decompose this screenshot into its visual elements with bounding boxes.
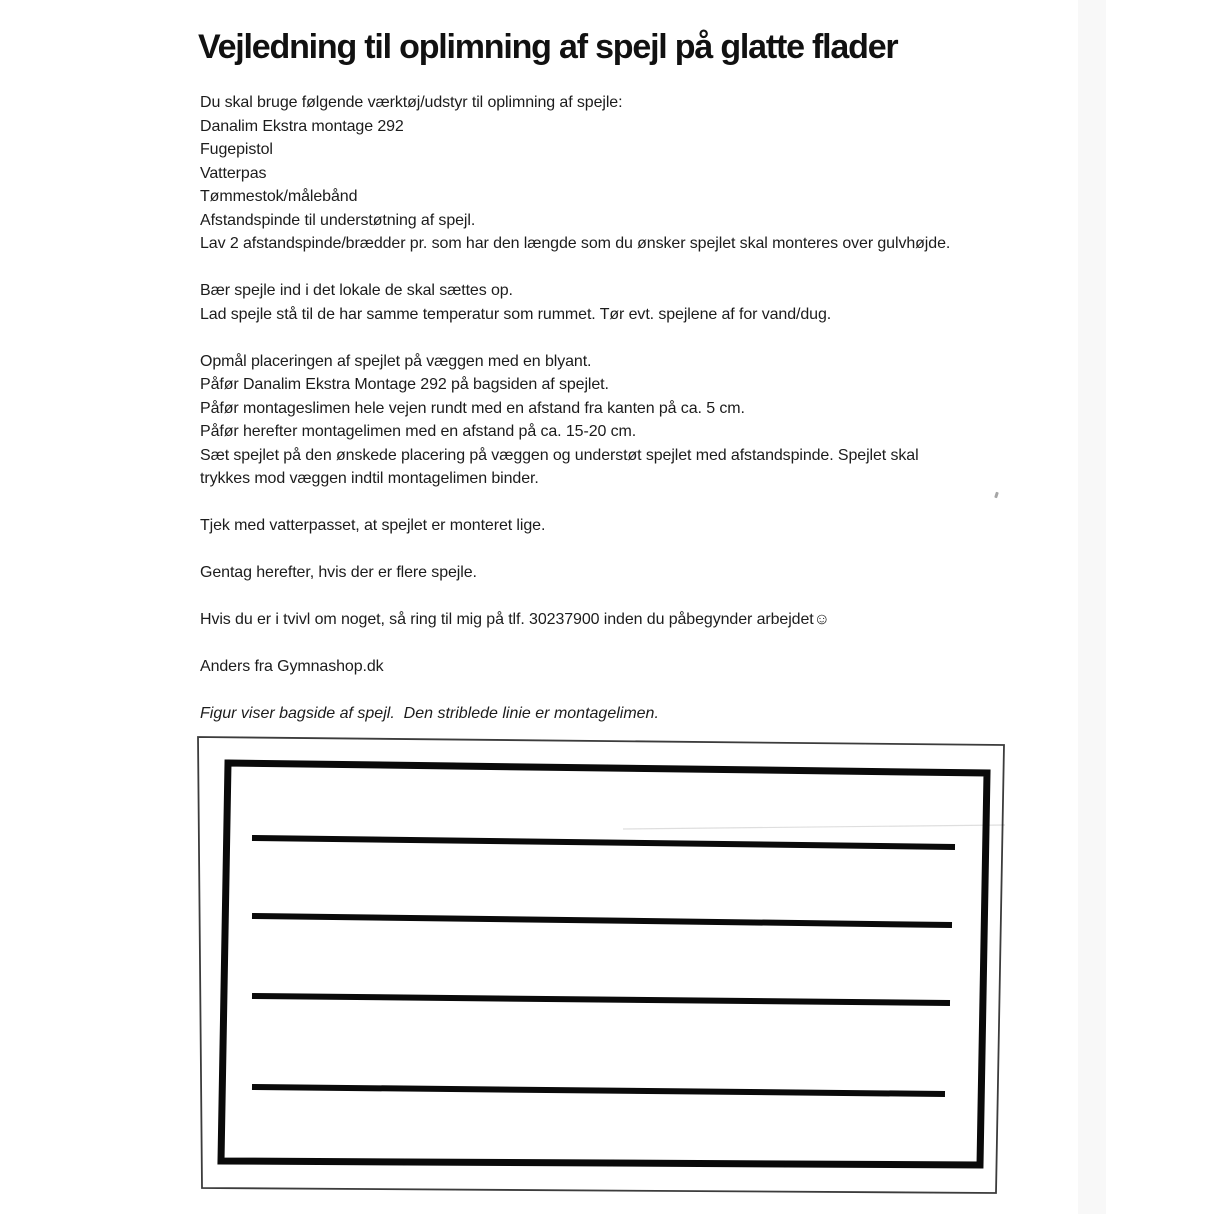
paragraph-repeat	[200, 561, 1214, 585]
paragraph-mounting-steps	[200, 350, 1214, 491]
text-line: Tjek med vatterpasset, at spejlet er monteret lige.	[200, 517, 546, 534]
text-line: Danalim Ekstra montage 292	[200, 117, 404, 135]
text-line: Gentag herefter, hvis der er flere spejle.	[200, 564, 477, 581]
mirror-figure-svg	[193, 735, 1008, 1200]
text-line: Fugepistol	[200, 141, 273, 158]
glue-stripe-3	[252, 996, 950, 1003]
text-line: Afstandspinde til understøtning af spejl.	[200, 211, 476, 229]
glue-stripe-4	[252, 1087, 945, 1094]
text-line: Bær spejle ind i det lokale de skal sættes op.	[200, 282, 513, 299]
text-line: Vatterpas	[200, 164, 267, 182]
paragraph-tools	[200, 91, 1214, 256]
paragraph-preparation	[200, 279, 1214, 326]
text-line: Påfør montageslimen hele vejen rundt med en afstand fra kanten på ca. 5 cm.	[200, 399, 745, 417]
document-title: Vejledning til oplimning af spejl på glatte flader	[198, 28, 898, 66]
paragraph-level-check	[200, 514, 1214, 538]
text-line: Lav 2 afstandspinde/brædder pr. som har den længde som du ønsker spejlet skal monteres over gulvhøjde.	[200, 235, 951, 252]
scan-edge	[198, 737, 1004, 1193]
text-line: Lad spejle stå til de har samme temperatur som rummet. Tør evt. spejlene af for vand/dug.	[200, 305, 832, 323]
text-line: Du skal bruge følgende værktøj/udstyr til oplimning af spejle:	[200, 94, 623, 111]
glue-stripe-2	[252, 916, 952, 925]
mirror-figure	[193, 735, 1008, 1200]
paragraph-signature	[200, 655, 1214, 679]
glue-stripe-1	[252, 838, 955, 847]
text-line: Anders fra Gymnashop.dk	[200, 658, 384, 675]
paragraph-contact	[200, 608, 1214, 632]
scan-streak	[623, 825, 1005, 829]
text-line: Sæt spejlet på den ønskede placering på væggen og understøt spejlet med afstandspinde. Spejlet skal	[200, 446, 919, 464]
text-line: Opmål placeringen af spejlet på væggen med en blyant.	[200, 352, 592, 370]
text-line: Påfør herefter montagelimen med en afstand på ca. 15-20 cm.	[200, 423, 637, 440]
text-line: Hvis du er i tvivl om noget, så ring til mig på tlf. 30237900 inden du påbegynder arbejdet☺	[200, 611, 830, 628]
text-line: trykkes mod væggen indtil montagelimen binder.	[200, 470, 539, 487]
document-body	[200, 91, 1214, 1200]
mirror-border	[221, 763, 987, 1165]
figure-caption: Figur viser bagside af spejl. Den striblede linie er montagelimen.	[200, 705, 659, 722]
text-line: Tømmestok/målebånd	[200, 188, 358, 205]
text-line: Påfør Danalim Ekstra Montage 292 på bagsiden af spejlet.	[200, 376, 609, 393]
